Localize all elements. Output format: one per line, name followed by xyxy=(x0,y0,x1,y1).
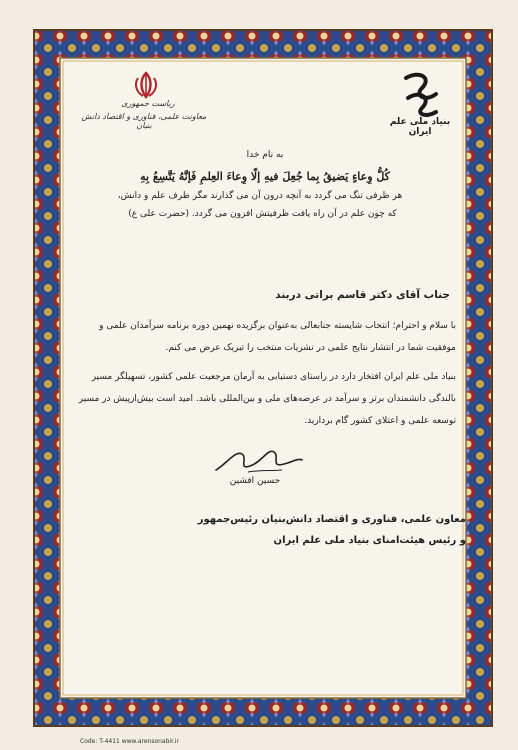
iran-emblem-icon xyxy=(131,70,161,100)
hadith-translation-line1: هر ظرفی تنگ می گردد به آنچه درون آن می گذارند مگر ظرف علم و دانش، xyxy=(117,191,403,201)
signature-icon xyxy=(208,440,308,480)
foundation-logo-icon xyxy=(392,68,452,124)
signer-title-line1: معاون علمی، فناوری و اقتصاد دانش‌بنیان رئیس‌جمهور xyxy=(197,514,466,525)
hadith-arabic: كُلُّ وِعاءٍ يَضيقُ بِما جُعِلَ فيهِ إلّا وِعاءَ العِلمِ فَإنَّهُ يَتَّسِعُ بِهِ xyxy=(140,170,390,183)
signer-title-line2: و رئیس هیئت‌امنای بنیاد ملی علم ایران xyxy=(273,535,466,546)
paragraph-congratulation: با سلام و احترام؛ انتخاب شایسته جنابعالی به‌عنوان برگزیده نهمین دوره برنامه سرآمدان علمی و موفقیت شما در انتشار نتایج علمی در نشریات منتخب را تبریک عرض می کنم. xyxy=(99,321,456,353)
hadith-translation-line2: که چون علم در آن راه یافت ظرفیتش افزون می گردد. (حضرت علی ع) xyxy=(128,209,397,219)
print-code: Code: T-4411 www.arensonabir.ir xyxy=(80,738,180,745)
addressee: جناب آقای دکتر قاسم براتی دربند xyxy=(275,289,450,301)
presidency-title: ریاست جمهوری xyxy=(121,99,175,108)
signer-name: حسین افشین xyxy=(229,476,281,486)
vice-presidency-subtitle: معاونت علمی، فناوری و اقتصاد دانش بنیان xyxy=(81,112,207,130)
paragraph-foundation: بنیاد ملی علم ایران افتخار دارد در راستای دستیابی به آرمان مرجعیت علمی کشور، تسهیلگر مسیر بالندگی دانشمندان برتر و سرآمد در عرصه‌های ملی و بین‌المللی باشد. امید است بیش‌ازپیش در مسیر توسعه علمی و اعتلای کشور گام بردارید. xyxy=(78,372,456,426)
basmala: به نام خدا xyxy=(246,150,284,160)
foundation-logo-text: بنیاد ملی علم ایران xyxy=(389,117,451,137)
